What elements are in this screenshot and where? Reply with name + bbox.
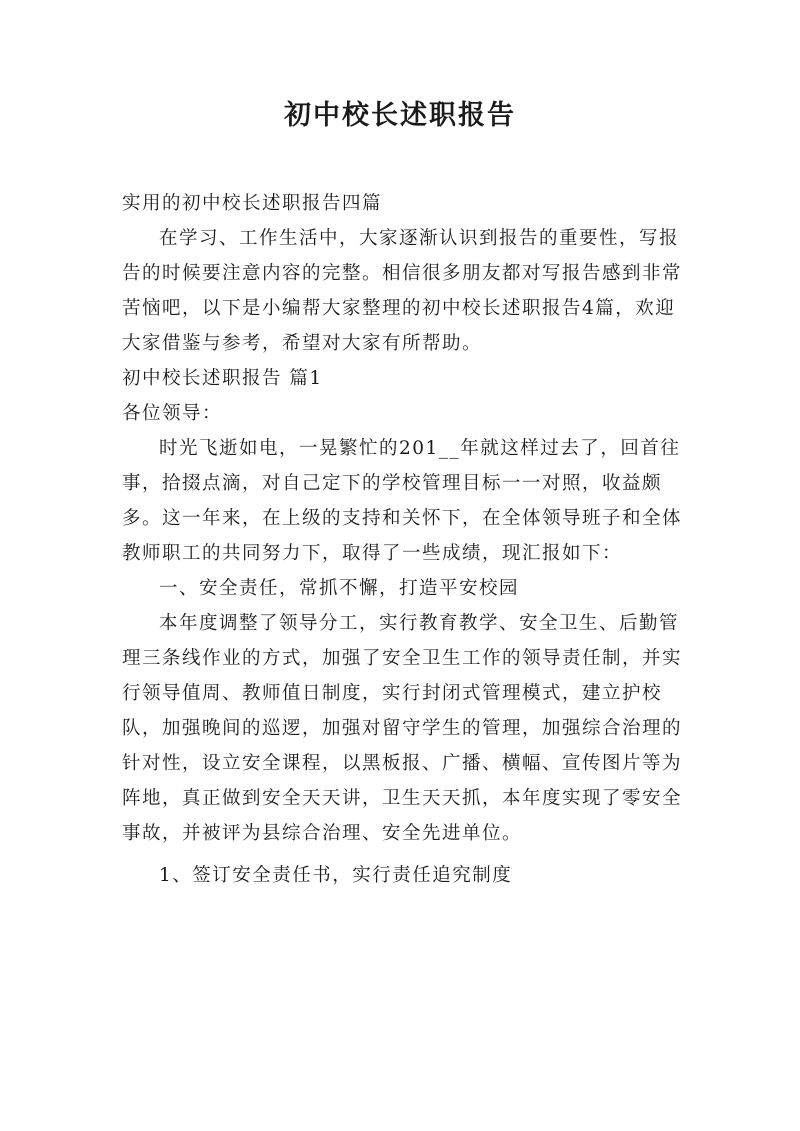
subsection-heading: 一、安全责任，常抓不懈，打造平安校园 [159, 578, 520, 599]
section-heading: 初中校长述职报告 篇1 [122, 368, 323, 389]
list-item-heading: 1、签订安全责任书，实行责任追究制度 [159, 865, 513, 886]
subtitle-paragraph: 实用的初中校长述职报告四篇 [122, 193, 383, 214]
intro-paragraph: 在学习、工作生活中，大家逐渐认识到报告的重要性，写报告的时候要注意内容的完整。相信很多朋友都对写报告感到非常苦恼吧，以下是小编帮大家整理的初中校长述职报告4篇，欢迎大家借鉴与参考，希望对大家有所帮助。 [122, 228, 683, 354]
body-paragraph: 时光飞逝如电，一晃繁忙的201__年就这样过去了，回首往事，拾掇点滴，对自己定下的学校管理目标一一对照，收益颇多。这一年来，在上级的支持和关怀下，在全体领导班子和全体教师职工的共同努力下，取得了一些成绩，现汇报如下： [122, 438, 683, 564]
salutation: 各位领导： [122, 403, 223, 424]
body-paragraph: 本年度调整了领导分工，实行教育教学、安全卫生、后勤管理三条线作业的方式，加强了安全卫生工作的领导责任制，并实行领导值周、教师值日制度，实行封闭式管理模式，建立护校队，加强晚间的巡逻，加强对留守学生的管理，加强综合治理的针对性，设立安全课程，以黑板报、广播、横幅、宣传图片等为阵地，真正做到安全天天讲，卫生天天抓，本年度实现了零安全事故，并被评为县综合治理、安全先进单位。 [122, 613, 683, 844]
document-body [122, 186, 687, 893]
document-title: 初中校长述职报告 [284, 100, 516, 131]
